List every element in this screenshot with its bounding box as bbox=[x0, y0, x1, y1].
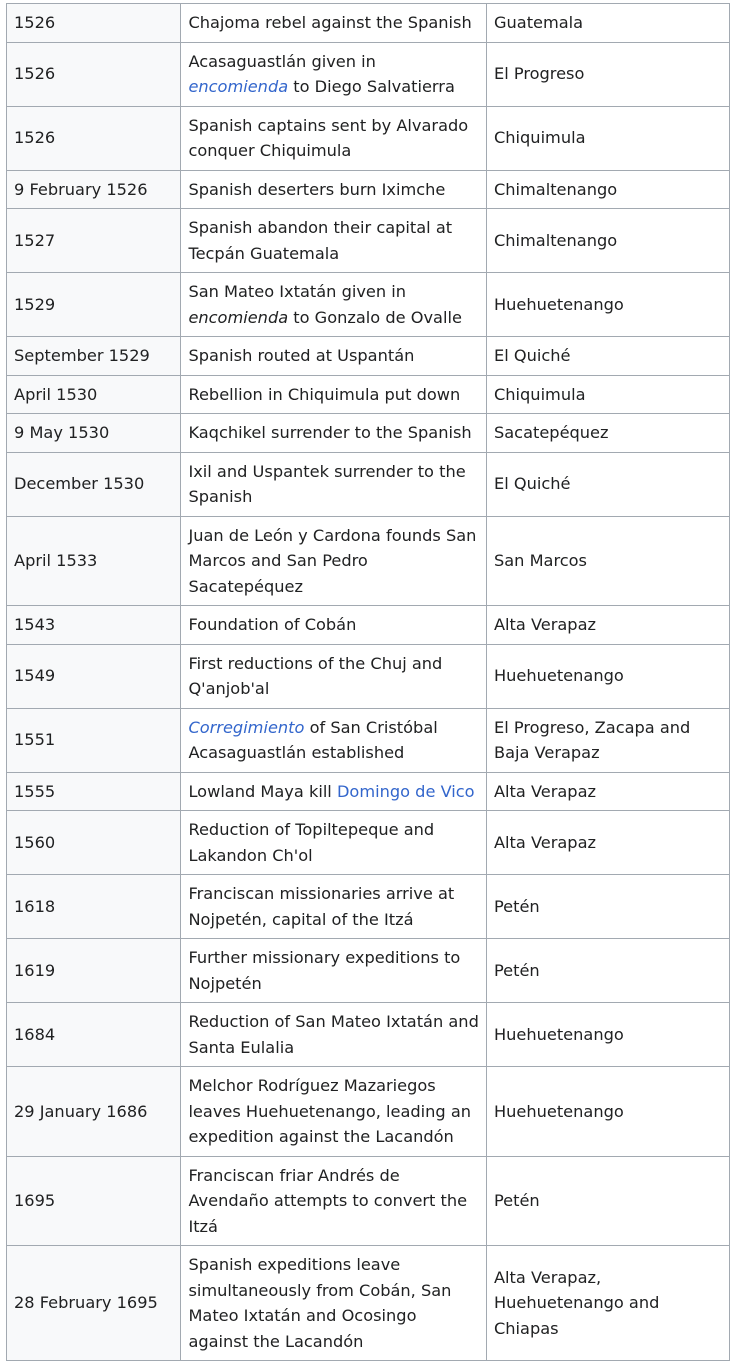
event-link[interactable]: encomienda bbox=[188, 77, 289, 96]
department-cell: Petén bbox=[486, 939, 729, 1003]
event-cell bbox=[181, 375, 487, 414]
event-link[interactable]: Domingo de Vico bbox=[336, 781, 475, 801]
event-text: Kaqchikel surrender to the Spanish bbox=[188, 423, 472, 442]
date-cell: 1551 bbox=[7, 708, 181, 772]
event-cell bbox=[181, 1067, 487, 1157]
date-cell: 1526 bbox=[7, 42, 181, 106]
table-row bbox=[7, 209, 730, 273]
table-row bbox=[7, 1003, 730, 1067]
event-text: Ixil and Uspantek surrender to the Spanish bbox=[188, 461, 466, 506]
department-cell: El Progreso, Zacapa and Baja Verapaz bbox=[486, 708, 729, 772]
table-row bbox=[7, 452, 730, 516]
event-cell bbox=[181, 106, 487, 170]
event-text: to Gonzalo de Ovalle bbox=[288, 307, 462, 327]
department-cell: El Progreso bbox=[486, 42, 729, 106]
event-cell bbox=[181, 414, 487, 453]
event-text: Spanish expeditions leave simultaneously from Cobán, San Mateo Ixtatán and Ocosingo against the Lacandón bbox=[188, 1255, 452, 1351]
event-link[interactable]: Corregimiento bbox=[188, 717, 305, 737]
event-cell bbox=[181, 209, 487, 273]
department-cell: Alta Verapaz bbox=[486, 606, 729, 645]
event-cell bbox=[181, 337, 487, 376]
date-cell: 28 February 1695 bbox=[7, 1246, 181, 1361]
event-text: Rebellion in Chiquimula put down bbox=[188, 384, 461, 404]
event-text: Reduction of Topiltepeque and Lakandon Ch'ol bbox=[188, 820, 435, 865]
date-cell: 1619 bbox=[7, 939, 181, 1003]
table-row bbox=[7, 170, 730, 209]
department-cell: Chiquimula bbox=[486, 106, 729, 170]
table-row bbox=[7, 875, 730, 939]
table-row bbox=[7, 337, 730, 376]
date-cell: April 1533 bbox=[7, 516, 181, 606]
date-cell: 1684 bbox=[7, 1003, 181, 1067]
event-cell bbox=[181, 452, 487, 516]
event-cell bbox=[181, 4, 487, 43]
timeline-table-body bbox=[7, 4, 730, 1361]
date-cell: December 1530 bbox=[7, 452, 181, 516]
table-row bbox=[7, 4, 730, 43]
date-cell: 1529 bbox=[7, 273, 181, 337]
date-cell: 1618 bbox=[7, 875, 181, 939]
event-cell bbox=[181, 1246, 487, 1361]
table-row bbox=[7, 273, 730, 337]
event-text: Melchor Rodríguez Mazariegos leaves Huehuetenango, leading an expedition against the Lacandón bbox=[188, 1076, 472, 1146]
event-cell bbox=[181, 273, 487, 337]
event-cell bbox=[181, 644, 487, 708]
date-cell: September 1529 bbox=[7, 337, 181, 376]
event-cell bbox=[181, 42, 487, 106]
department-cell: Huehuetenango bbox=[486, 1067, 729, 1157]
department-cell: Guatemala bbox=[486, 4, 729, 43]
event-text: Juan de León y Cardona founds San Marcos and San Pedro Sacatepéquez bbox=[188, 525, 477, 596]
event-cell bbox=[181, 772, 487, 811]
event-text: San Mateo Ixtatán given in bbox=[188, 282, 407, 301]
table-row bbox=[7, 1156, 730, 1246]
event-cell bbox=[181, 1003, 487, 1067]
table-row bbox=[7, 708, 730, 772]
date-cell: 9 May 1530 bbox=[7, 414, 181, 453]
event-text: Franciscan missionaries arrive at Nojpetén, capital of the Itzá bbox=[188, 884, 455, 929]
table-row bbox=[7, 42, 730, 106]
department-cell: Sacatepéquez bbox=[486, 414, 729, 453]
event-cell bbox=[181, 875, 487, 939]
table-row bbox=[7, 1246, 730, 1361]
table-row bbox=[7, 1067, 730, 1157]
event-cell bbox=[181, 170, 487, 209]
event-text: encomienda bbox=[188, 307, 289, 327]
date-cell: 1526 bbox=[7, 106, 181, 170]
department-cell: Alta Verapaz bbox=[486, 772, 729, 811]
date-cell: 1527 bbox=[7, 209, 181, 273]
date-cell: 1560 bbox=[7, 811, 181, 875]
table-row bbox=[7, 772, 730, 811]
department-cell: Petén bbox=[486, 875, 729, 939]
table-row bbox=[7, 606, 730, 645]
event-cell bbox=[181, 1156, 487, 1246]
event-text: Further missionary expeditions to Nojpetén bbox=[188, 948, 461, 993]
department-cell: El Quiché bbox=[486, 452, 729, 516]
date-cell: 9 February 1526 bbox=[7, 170, 181, 209]
department-cell: Alta Verapaz bbox=[486, 811, 729, 875]
event-text: to Diego Salvatierra bbox=[288, 77, 455, 96]
department-cell: Huehuetenango bbox=[486, 1003, 729, 1067]
event-text: Spanish abandon their capital at Tecpán Guatemala bbox=[188, 218, 453, 263]
event-text: Reduction of San Mateo Ixtatán and Santa Eulalia bbox=[188, 1012, 479, 1057]
event-cell bbox=[181, 939, 487, 1003]
event-text: First reductions of the Chuj and Q'anjob'al bbox=[188, 653, 443, 698]
department-cell: Chiquimula bbox=[486, 375, 729, 414]
event-cell bbox=[181, 811, 487, 875]
department-cell: San Marcos bbox=[486, 516, 729, 606]
date-cell: 1555 bbox=[7, 772, 181, 811]
event-text: Lowland Maya kill bbox=[188, 781, 337, 801]
department-cell: El Quiché bbox=[486, 337, 729, 376]
table-row bbox=[7, 811, 730, 875]
department-cell: Huehuetenango bbox=[486, 273, 729, 337]
event-text: Franciscan friar Andrés de Avendaño attempts to convert the Itzá bbox=[188, 1165, 468, 1236]
event-text: Acasaguastlán given in bbox=[188, 51, 376, 71]
table-row bbox=[7, 516, 730, 606]
event-cell bbox=[181, 606, 487, 645]
table-row bbox=[7, 644, 730, 708]
event-text: Spanish captains sent by Alvarado conquer Chiquimula bbox=[188, 115, 469, 160]
date-cell: April 1530 bbox=[7, 375, 181, 414]
date-cell: 1549 bbox=[7, 644, 181, 708]
department-cell: Chimaltenango bbox=[486, 170, 729, 209]
date-cell: 1695 bbox=[7, 1156, 181, 1246]
timeline-table bbox=[6, 3, 730, 1361]
event-text: Spanish routed at Uspantán bbox=[188, 346, 415, 365]
event-cell bbox=[181, 708, 487, 772]
department-cell: Alta Verapaz, Huehuetenango and Chiapas bbox=[486, 1246, 729, 1361]
department-cell: Petén bbox=[486, 1156, 729, 1246]
table-row bbox=[7, 106, 730, 170]
event-text: of San Cristóbal Acasaguastlán established bbox=[188, 717, 438, 762]
table-row bbox=[7, 939, 730, 1003]
department-cell: Chimaltenango bbox=[486, 209, 729, 273]
department-cell: Huehuetenango bbox=[486, 644, 729, 708]
table-row bbox=[7, 375, 730, 414]
date-cell: 29 January 1686 bbox=[7, 1067, 181, 1157]
date-cell: 1543 bbox=[7, 606, 181, 645]
table-row bbox=[7, 414, 730, 453]
event-text: Spanish deserters burn Iximche bbox=[188, 179, 446, 199]
event-text: Foundation of Cobán bbox=[188, 615, 357, 634]
event-text: Chajoma rebel against the Spanish bbox=[188, 13, 472, 32]
date-cell: 1526 bbox=[7, 4, 181, 43]
event-cell bbox=[181, 516, 487, 606]
